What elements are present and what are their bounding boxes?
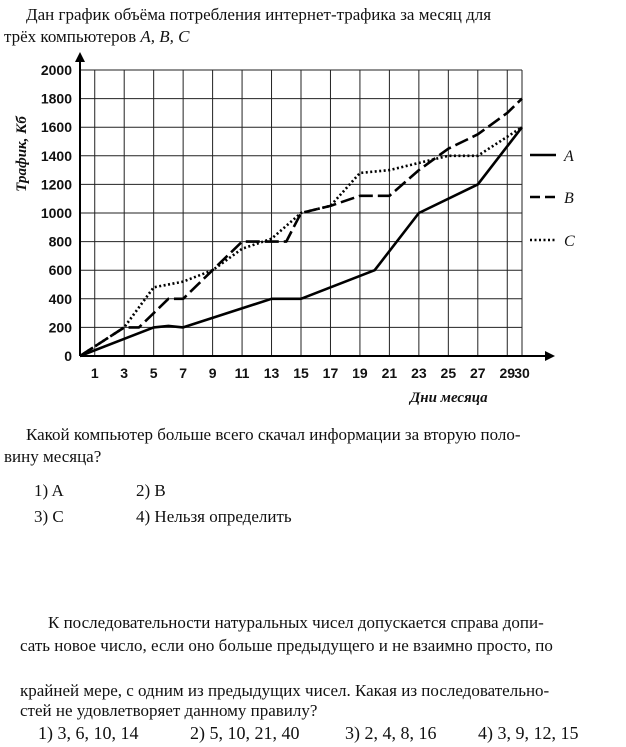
p2-option-3[interactable]: 3) 2, 4, 8, 16 xyxy=(345,723,437,743)
problem2-line-4: стей не удовлетворяет данному правилу? xyxy=(20,701,318,720)
legend-label-A: A xyxy=(564,148,574,165)
intro-line-2-vars: A, B, C xyxy=(140,27,190,46)
option-3[interactable]: 3) C xyxy=(34,507,64,526)
question-line-2: вину месяца? xyxy=(4,447,102,466)
problem2-line-1: К последовательности натуральных чисел допускается справа допи- xyxy=(48,613,544,632)
x-tick-23: 23 xyxy=(411,365,427,381)
intro-line-2 xyxy=(4,26,189,48)
intro-line-1: Дан график объёма потребления интернет-трафика за месяц для xyxy=(26,5,492,24)
legend-label-B: B xyxy=(564,190,574,207)
y-tick-1600: 1600 xyxy=(40,119,72,136)
x-tick-27: 27 xyxy=(470,365,486,381)
y-tick-400: 400 xyxy=(48,290,72,307)
x-tick-15: 15 xyxy=(293,365,309,381)
x-tick-21: 21 xyxy=(381,365,398,381)
x-tick-5: 5 xyxy=(149,365,158,381)
question-line-1: Какой компьютер больше всего скачал информации за вторую поло- xyxy=(26,425,521,444)
y-tick-1800: 1800 xyxy=(40,90,72,107)
problem2-line-3: крайней мере, с одним из предыдущих чисел. Какая из последовательно- xyxy=(20,681,550,700)
x-tick-25: 25 xyxy=(440,365,457,381)
x-tick-3: 3 xyxy=(120,365,129,381)
x-tick-29: 29 xyxy=(499,365,516,381)
y-tick-1200: 1200 xyxy=(40,176,72,193)
y-tick-0: 0 xyxy=(64,348,72,364)
y-tick-600: 600 xyxy=(48,262,72,279)
p2-option-2[interactable]: 2) 5, 10, 21, 40 xyxy=(190,723,300,743)
option-1[interactable]: 1) A xyxy=(34,481,64,500)
problem2-line-2: сать новое число, если оно больше предыдущего и не взаимно просто, по xyxy=(20,636,553,655)
y-tick-labels xyxy=(41,62,72,364)
x-tick-labels xyxy=(91,365,530,381)
y-tick-2000: 2000 xyxy=(40,62,72,78)
y-tick-1400: 1400 xyxy=(40,147,72,164)
traffic-chart xyxy=(0,50,626,415)
x-axis-arrow xyxy=(545,351,555,361)
x-tick-30: 30 xyxy=(514,365,530,381)
x-tick-1: 1 xyxy=(90,365,99,381)
x-tick-11: 11 xyxy=(234,365,250,381)
option-4[interactable]: 4) Нельзя определить xyxy=(136,507,292,526)
x-tick-19: 19 xyxy=(352,365,368,381)
legend-label-C: C xyxy=(564,233,575,250)
y-tick-200: 200 xyxy=(48,319,72,336)
x-axis-label: Дни месяца xyxy=(410,390,488,406)
x-tick-13: 13 xyxy=(263,365,280,381)
y-tick-1000: 1000 xyxy=(40,205,72,221)
y-axis-label: Трафик, Кб xyxy=(14,116,30,192)
p2-option-1[interactable]: 1) 3, 6, 10, 14 xyxy=(38,723,139,743)
y-axis-arrow xyxy=(75,52,85,62)
x-tick-17: 17 xyxy=(322,365,339,381)
intro-line-2-prefix: трёх компьютеров xyxy=(4,27,137,46)
y-tick-800: 800 xyxy=(48,233,72,250)
p2-option-4[interactable]: 4) 3, 9, 12, 15 xyxy=(478,723,579,743)
chart-legend xyxy=(530,148,575,250)
x-tick-9: 9 xyxy=(208,365,217,381)
option-2[interactable]: 2) B xyxy=(136,481,166,500)
x-tick-7: 7 xyxy=(179,365,188,381)
